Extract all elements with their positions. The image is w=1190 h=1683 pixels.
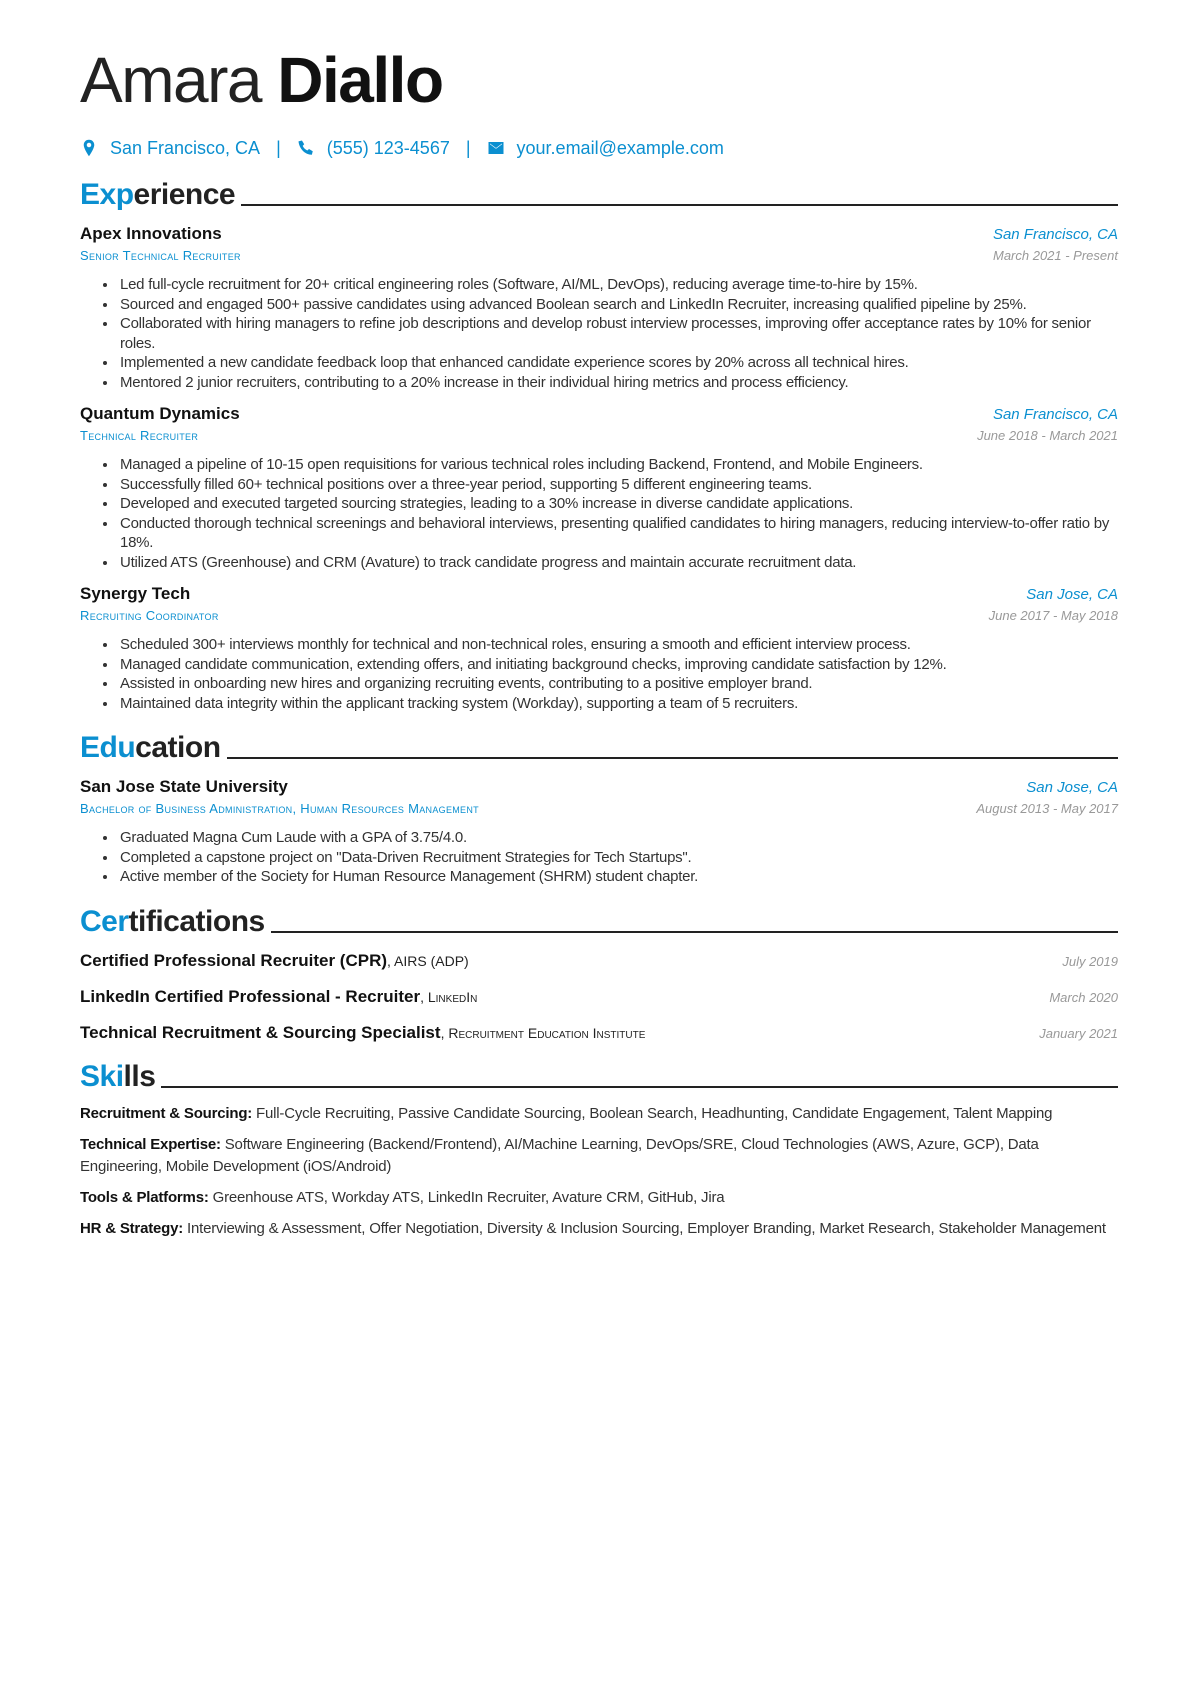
certification-name: Certified Professional Recruiter (CPR) (80, 950, 388, 970)
separator: | (276, 137, 281, 158)
candidate-name: Amara Diallo (80, 44, 443, 116)
bullet-item: • Successfully filled 60+ technical positions over a three-year period, supporting 5 different engineering teams. (118, 475, 1118, 495)
bullet-list (80, 828, 1118, 887)
map-pin-icon (80, 139, 98, 157)
bullet-item: • Managed a pipeline of 10-15 open requisitions for various technical roles including Backend, Frontend, and Mobile Engineers. (118, 455, 1118, 475)
skill-label: Recruitment & Sourcing: (80, 1104, 253, 1122)
certification-item (80, 987, 1118, 1010)
skill-list: Software Engineering (Backend/Frontend), AI/Machine Learning, DevOps/SRE, Cloud Technologies (AWS, Azure, GCP), Data Engineering, Mobile Development (iOS/Android) (80, 1135, 1039, 1175)
dates: August 2013 - May 2017 (976, 801, 1118, 816)
dates: June 2018 - March 2021 (977, 428, 1118, 443)
certification-item (80, 1023, 1118, 1046)
certification-date: March 2020 (1049, 989, 1118, 1005)
skill-group (80, 1103, 1118, 1125)
location: San Francisco, CA (110, 137, 261, 158)
company: Synergy Tech (80, 584, 191, 603)
experience-entry (80, 584, 1118, 713)
certification-item (80, 951, 1118, 974)
experience-entry (80, 404, 1118, 572)
dates: June 2017 - May 2018 (988, 608, 1118, 623)
skill-label: HR & Strategy: (80, 1219, 184, 1237)
bullet-item: • Conducted thorough technical screenings and behavioral interviews, presenting qualified candidates to hiring managers, reducing interview-to-offer ratio by 18%. (118, 514, 1118, 553)
bullet-item: • Maintained data integrity within the applicant tracking system (Workday), supporting a team of 5 recruiters. (118, 694, 1118, 714)
role: Senior Technical Recruiter (80, 248, 241, 263)
section-title: Skills (80, 1059, 156, 1093)
section-experience (80, 174, 1118, 212)
resume (80, 44, 1118, 1240)
bullet-item: • Graduated Magna Cum Laude with a GPA of 3.75/4.0. (118, 828, 1118, 848)
certification-issuer: , Recruitment Education Institute (440, 1024, 646, 1041)
certification-date: July 2019 (1062, 953, 1118, 969)
skill-label: Tools & Platforms: (80, 1188, 209, 1206)
section-rule (161, 1086, 1118, 1088)
bullet-item: • Collaborated with hiring managers to refine job descriptions and develop robust interview processes, improving offer acceptance rates by 10% for senior roles. (118, 314, 1118, 353)
certification-issuer: , AIRS (ADP) (387, 952, 469, 969)
skill-group (80, 1218, 1118, 1240)
bullet-item: • Mentored 2 junior recruiters, contributing to a 20% increase in their individual hiring metrics and process efficiency. (118, 373, 1118, 393)
certification-name: Technical Recruitment & Sourcing Specialist (80, 1022, 441, 1042)
envelope-icon (487, 139, 505, 157)
section-title: Experience (80, 178, 236, 211)
education-entry (80, 777, 1118, 887)
role: Technical Recruiter (80, 428, 199, 443)
section-title: Education (80, 731, 221, 764)
section-certifications (80, 901, 1118, 939)
email-link[interactable]: your.email@example.com (516, 137, 724, 158)
location: San Jose, CA (1026, 779, 1118, 796)
degree: Bachelor of Business Administration, Human Resources Management (80, 801, 479, 816)
phone-icon (297, 139, 315, 157)
bullet-item: • Completed a capstone project on "Data-Driven Recruitment Strategies for Tech Startups". (118, 848, 1118, 868)
phone: (555) 123-4567 (326, 137, 450, 158)
company: Apex Innovations (80, 224, 222, 243)
experience-entry (80, 224, 1118, 392)
bullet-item: • Led full-cycle recruitment for 20+ critical engineering roles (Software, AI/ML, DevOps), reducing average time-to-hire by 15%. (118, 275, 1118, 295)
role: Recruiting Coordinator (80, 608, 219, 623)
bullet-list (80, 635, 1118, 713)
location: San Francisco, CA (992, 406, 1118, 423)
bullet-item: • Developed and executed targeted sourcing strategies, leading to a 30% increase in diverse candidate applications. (118, 494, 1118, 514)
bullet-item: • Assisted in onboarding new hires and organizing recruiting events, contributing to a positive employer brand. (118, 674, 1118, 694)
company: Quantum Dynamics (80, 404, 240, 423)
bullet-list (80, 455, 1118, 572)
bullet-item: • Managed candidate communication, extending offers, and initiating background checks, improving candidate satisfaction by 12%. (118, 655, 1118, 675)
contact-line (80, 136, 1118, 160)
location: San Jose, CA (1026, 586, 1118, 603)
bullet-item: • Scheduled 300+ interviews monthly for technical and non-technical roles, ensuring a smooth and efficient interview process. (118, 635, 1118, 655)
bullet-list (80, 275, 1118, 392)
section-skills (80, 1056, 1118, 1094)
separator: | (465, 137, 471, 158)
section-education (80, 727, 1118, 765)
skill-list: Interviewing & Assessment, Offer Negotiation, Diversity & Inclusion Sourcing, Employer Branding, Market Research, Stakeholder Management (183, 1219, 1106, 1237)
bullet-item: • Sourced and engaged 500+ passive candidates using advanced Boolean search and LinkedIn Recruiter, increasing qualified pipeline by 25%. (118, 295, 1118, 315)
skill-group (80, 1187, 1118, 1209)
section-rule (227, 757, 1118, 759)
location: San Francisco, CA (992, 226, 1118, 243)
certification-date: January 2021 (1039, 1025, 1118, 1041)
dates: March 2021 - Present (992, 248, 1118, 263)
skill-group (80, 1134, 1118, 1178)
school: San Jose State University (80, 777, 288, 796)
section-title: Certifications (80, 904, 265, 938)
bullet-item: • Implemented a new candidate feedback loop that enhanced candidate experience scores by 20% across all technical hires. (118, 353, 1118, 373)
section-rule (241, 204, 1118, 206)
skill-label: Technical Expertise: (80, 1135, 221, 1153)
certification-name: LinkedIn Certified Professional - Recruiter (80, 986, 421, 1006)
skill-list: Full-Cycle Recruiting, Passive Candidate Sourcing, Boolean Search, Headhunting, Candidate Engagement, Talent Mapping (252, 1104, 1053, 1122)
section-rule (271, 931, 1118, 933)
certification-issuer: , LinkedIn (420, 988, 478, 1005)
bullet-item: • Utilized ATS (Greenhouse) and CRM (Avature) to track candidate progress and maintain accurate recruitment data. (118, 553, 1118, 573)
skill-list: Greenhouse ATS, Workday ATS, LinkedIn Recruiter, Avature CRM, GitHub, Jira (208, 1188, 725, 1206)
bullet-item: • Active member of the Society for Human Resource Management (SHRM) student chapter. (118, 867, 1118, 887)
